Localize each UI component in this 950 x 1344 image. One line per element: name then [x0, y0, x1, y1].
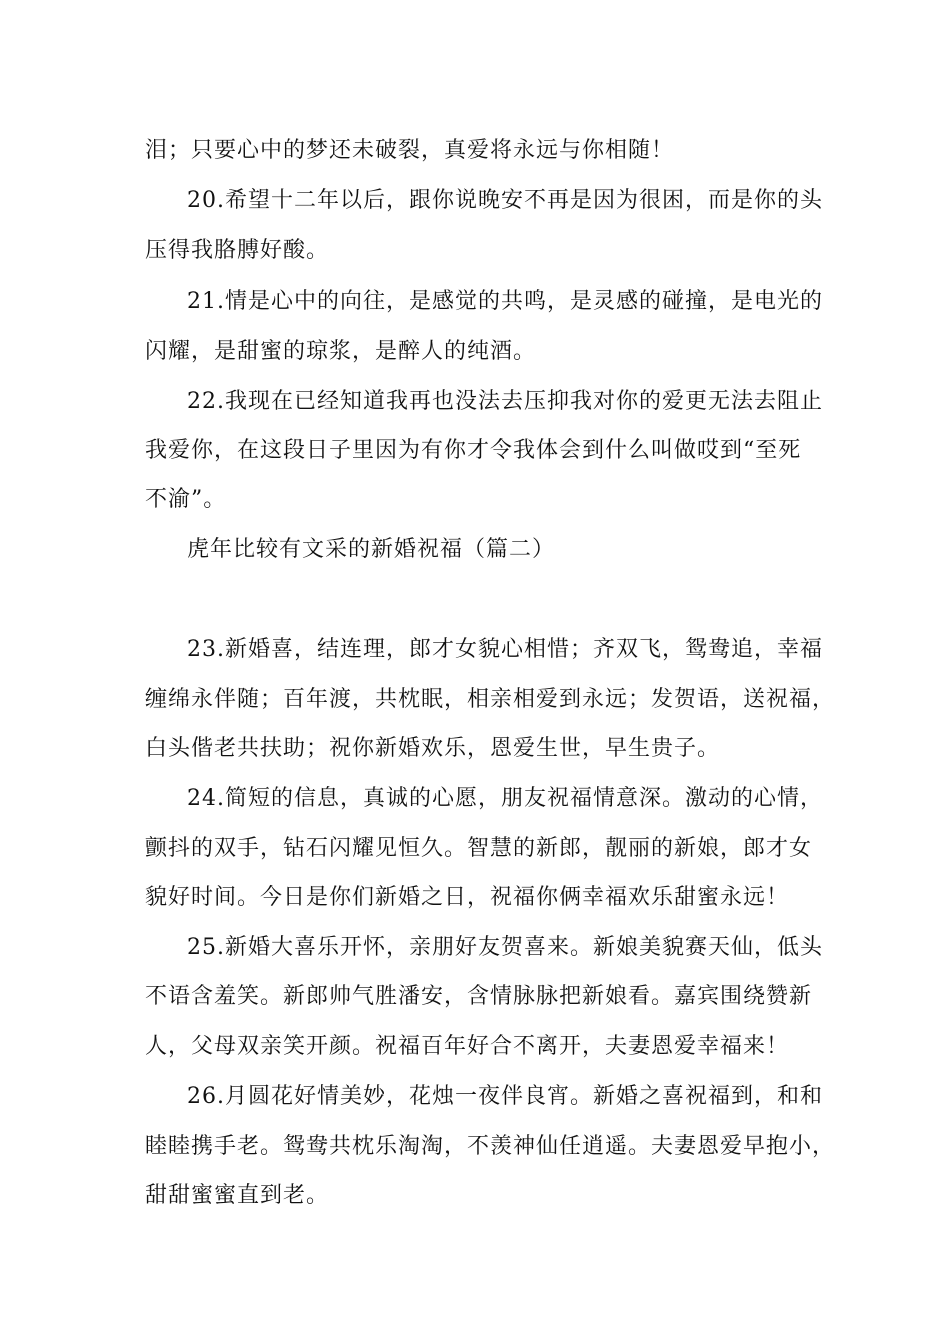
text-line: 缠绵永伴随；百年渡，共枕眠，相亲相爱到永远；发贺语，送祝福， [145, 687, 836, 712]
text-line: 20.希望十二年以后，跟你说晚安不再是因为很困，而是你的头 [187, 188, 823, 213]
text-line: 不语含羞笑。新郎帅气胜潘安，含情脉脉把新娘看。嘉宾围绕赞新 [145, 984, 813, 1009]
text-line: 白头偕老共扶助；祝你新婚欢乐，恩爱生世，早生贵子。 [145, 736, 721, 761]
text-line: 貌好时间。今日是你们新婚之日，祝福你俩幸福欢乐甜蜜永远！ [145, 885, 790, 910]
text-line: 21.情是心中的向往，是感觉的共鸣，是灵感的碰撞，是电光的 [187, 289, 823, 314]
text-line: 22.我现在已经知道我再也没法去压抑我对你的爱更无法去阻止 [187, 389, 823, 414]
text-line: 24.简短的信息，真诚的心愿，朋友祝福情意深。激动的心情， [187, 786, 823, 811]
text-line: 23.新婚喜，结连理，郎才女貌心相惜；齐双飞，鸳鸯追，幸福 [187, 637, 823, 662]
text-line: 我爱你，在这段日子里因为有你才令我体会到什么叫做哎到“至死 [145, 438, 802, 463]
section-heading: 虎年比较有文采的新婚祝福（篇二） [187, 537, 556, 562]
text-line: 人，父母双亲笑开颜。祝福百年好合不离开，夫妻恩爱幸福来！ [145, 1034, 790, 1059]
text-line: 泪；只要心中的梦还未破裂，真爱将永远与你相随！ [145, 138, 675, 163]
text-line: 甜甜蜜蜜直到老。 [145, 1183, 330, 1208]
text-line: 25.新婚大喜乐开怀，亲朋好友贺喜来。新娘美貌赛天仙，低头 [187, 935, 823, 960]
text-line: 不渝”。 [145, 487, 227, 512]
text-line: 颤抖的双手，钻石闪耀见恒久。智慧的新郎，靓丽的新娘，郎才女 [145, 836, 813, 861]
text-line: 26.月圆花好情美妙，花烛一夜伴良宵。新婚之喜祝福到，和和 [187, 1084, 823, 1109]
text-line: 闪耀，是甜蜜的琼浆，是醉人的纯酒。 [145, 339, 537, 364]
text-line: 压得我胳膊好酸。 [145, 238, 330, 263]
text-line: 睦睦携手老。鸳鸯共枕乐淘淘，不羡神仙任逍遥。夫妻恩爱早抱小， [145, 1134, 836, 1159]
